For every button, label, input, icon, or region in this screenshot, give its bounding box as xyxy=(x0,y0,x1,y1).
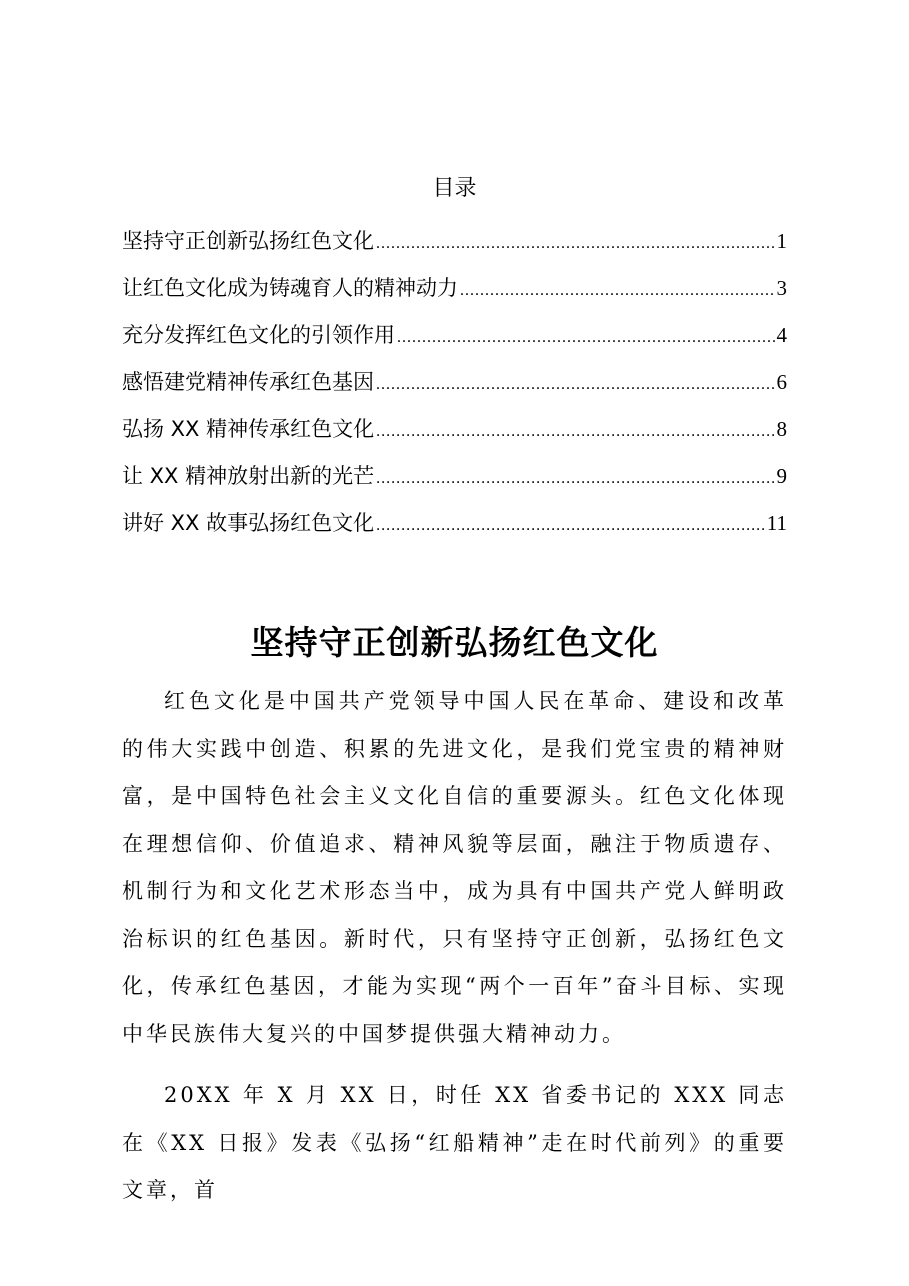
toc-item-label: 充分发挥红色文化的引领作用 xyxy=(122,323,395,347)
toc-item[interactable] xyxy=(122,406,787,453)
article-paragraph: 红色文化是中国共产党领导中国人民在革命、建设和改革的伟大实践中创造、积累的先进文化，是我们党宝贵的精神财富，是中国特色社会主义文化自信的重要源头。红色文化体现在理想信仰、价值追求、精神风貌等层面，融注于物质遗存、机制行为和文化艺术形态当中，成为具有中国共产党人鲜明政治标识的红色基因。新时代，只有坚持守正创新，弘扬红色文化，传承红色基因，才能为实现“两个一百年”奋斗目标、实现中华民族伟大复兴的中国梦提供强大精神动力。 xyxy=(122,689,787,1046)
article-title: 坚持守正创新弘扬红色文化 xyxy=(250,623,659,662)
toc-title: 目录 xyxy=(432,176,477,201)
toc-item-label: 让红色文化成为铸魂育人的精神动力 xyxy=(122,276,458,300)
toc-item[interactable] xyxy=(122,265,787,312)
toc-item-page: 11 xyxy=(766,511,787,535)
toc-item[interactable] xyxy=(122,312,787,359)
toc-item-page: 6 xyxy=(776,370,787,394)
table-of-contents xyxy=(122,218,787,547)
toc-item-label: 讲好 XX 故事弘扬红色文化 xyxy=(122,511,375,535)
toc-leader-dots xyxy=(397,314,775,361)
article-paragraph: 20XX 年 X 月 XX 日，时任 XX 省委书记的 XXX 同志在《XX 日报》发表《弘扬“红船精神”走在时代前列》的重要文章，首 xyxy=(122,1083,787,1202)
toc-item-page: 1 xyxy=(776,229,787,253)
toc-item-page: 8 xyxy=(776,417,787,441)
toc-item[interactable] xyxy=(122,453,787,500)
toc-leader-dots xyxy=(376,361,775,408)
toc-leader-dots xyxy=(460,267,775,314)
toc-item-label: 让 XX 精神放射出新的光芒 xyxy=(122,464,375,488)
toc-item[interactable] xyxy=(122,218,787,265)
toc-leader-dots xyxy=(376,220,775,267)
toc-leader-dots xyxy=(376,455,774,502)
toc-item-page: 4 xyxy=(776,323,787,347)
toc-leader-dots xyxy=(376,502,765,549)
toc-item[interactable] xyxy=(122,500,787,547)
toc-item-label: 感悟建党精神传承红色基因 xyxy=(122,370,374,394)
toc-leader-dots xyxy=(376,408,774,455)
toc-item-page: 9 xyxy=(776,464,787,488)
toc-item-label: 弘扬 XX 精神传承红色文化 xyxy=(122,417,375,441)
toc-item-page: 3 xyxy=(776,276,787,300)
toc-item-label: 坚持守正创新弘扬红色文化 xyxy=(122,229,374,253)
toc-item[interactable] xyxy=(122,359,787,406)
